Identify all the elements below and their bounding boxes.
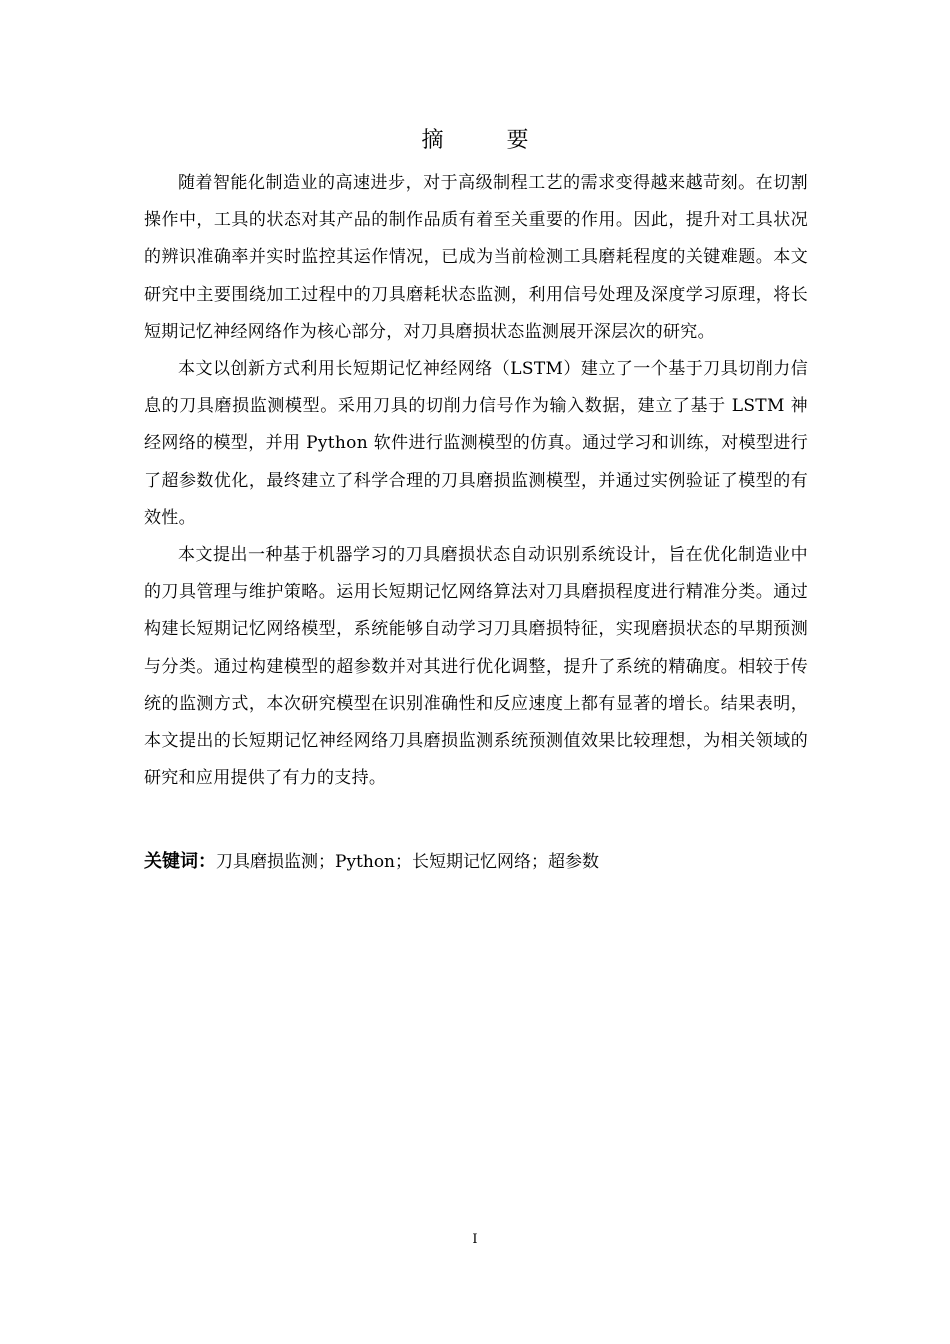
abstract-paragraph-1: 随着智能化制造业的高速进步，对于高级制程工艺的需求变得越来越苛刻。在切割操作中，工具的状态对其产品的制作品质有着至关重要的作用。因此，提升对工具状况的辨识准确率并实时监控其运作情况，已成为当前检测工具磨耗程度的关键难题。本文研究中主要围绕加工过程中的刀具磨耗状态监测，利用信号处理及深度学习原理，将长短期记忆神经网络作为核心部分，对刀具磨损状态监测展开深层次的研究。	[144, 173, 808, 342]
keywords-text: 刀具磨损监测；Python；长短期记忆网络；超参数	[216, 852, 600, 872]
page-title: 摘 要	[421, 128, 557, 153]
page-number: I	[472, 1232, 478, 1247]
abstract-paragraph-3: 本文提出一种基于机器学习的刀具磨损状态自动识别系统设计，旨在优化制造业中的刀具管理与维护策略。运用长短期记忆网络算法对刀具磨损程度进行精准分类。通过构建长短期记忆网络模型，系统能够自动学习刀具磨损特征，实现磨损状态的早期预测与分类。通过构建模型的超参数并对其进行优化调整，提升了系统的精确度。相较于传统的监测方式，本次研究模型在识别准确性和反应速度上都有显著的增长。结果表明，本文提出的长短期记忆神经网络刀具磨损监测系统预测值效果比较理想，为相关领域的研究和应用提供了有力的支持。	[144, 545, 808, 789]
keywords-label: 关键词：	[144, 851, 216, 872]
keywords-line	[144, 847, 808, 877]
abstract-body	[144, 165, 808, 797]
abstract-paragraph-2: 本文以创新方式利用长短期记忆神经网络（LSTM）建立了一个基于刀具切削力信息的刀具磨损监测模型。采用刀具的切削力信号作为输入数据，建立了基于 LSTM 神经网络的模型，并用 Python 软件进行监测模型的仿真。通过学习和训练，对模型进行了超参数优化，最终建立了科学合理的刀具磨损监测模型，并通过实例验证了模型的有效性。	[144, 359, 808, 528]
